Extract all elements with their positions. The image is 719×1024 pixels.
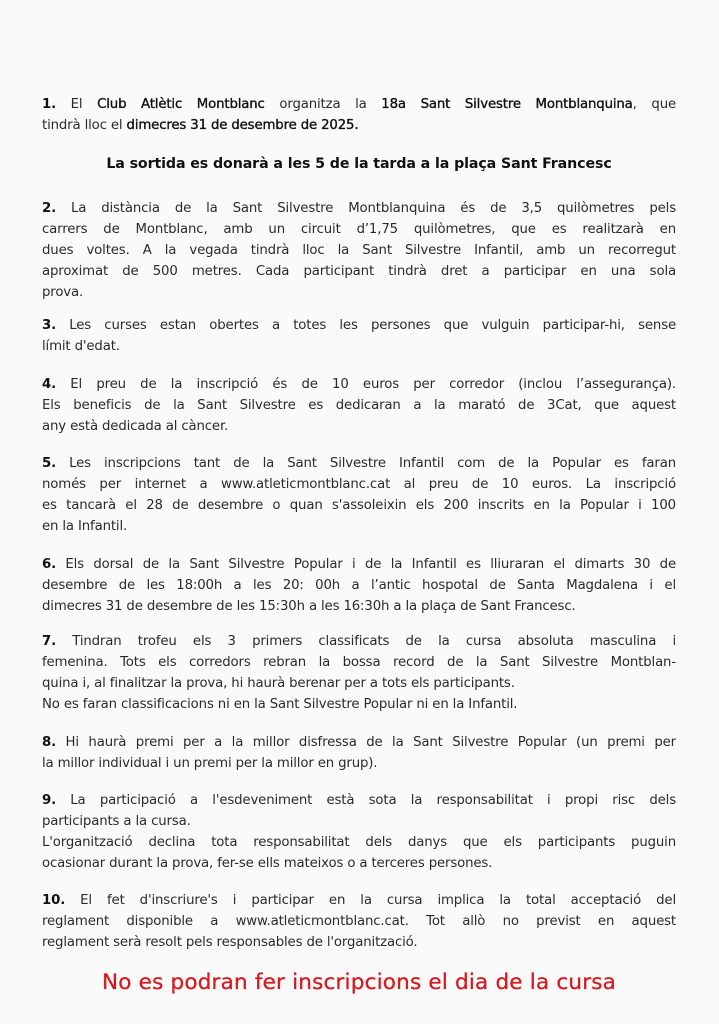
rule-line bbox=[42, 374, 676, 395]
rule-text: , que bbox=[632, 97, 676, 112]
rule-number: 10. bbox=[42, 893, 66, 908]
rule-line bbox=[42, 495, 676, 516]
rule-line bbox=[42, 395, 676, 416]
rule-line bbox=[42, 198, 676, 219]
rule-text: L'organització declina tota responsabilitat dels danys que els participants puguin bbox=[42, 835, 676, 850]
rule-text: només per internet a www.atleticmontblanc.cat al preu de 10 euros. La inscripció bbox=[42, 477, 676, 492]
rule-1 bbox=[42, 94, 676, 136]
rule-text: dues voltes. A la vegada tindrà lloc la Sant Silvestre Infantil, amb un recorregut bbox=[42, 243, 676, 258]
rule-text: La distància de la Sant Silvestre Montblanquina és de 3,5 quilòmetres pels bbox=[56, 201, 676, 216]
rule-3 bbox=[42, 315, 676, 357]
rule-text: tindrà lloc el bbox=[42, 118, 127, 133]
rule-text: la millor individual i un premi per la millor en grup). bbox=[42, 756, 378, 771]
rule-line bbox=[42, 753, 676, 774]
rule-text: Els beneficis de la Sant Silvestre es dedicaran a la marató de 3Cat, que aquest bbox=[42, 398, 676, 413]
rule-text: Hi haurà premi per a la millor disfressa de la Sant Silvestre Popular (un premi per bbox=[56, 735, 676, 750]
rule-line bbox=[42, 282, 676, 303]
rule-text: any està dedicada al càncer. bbox=[42, 419, 229, 434]
rule-text: Els dorsal de la Sant Silvestre Popular i de la Infantil es lliuraran el dimarts 30 de bbox=[56, 557, 676, 572]
event-name: 18a Sant Silvestre Montblanquina bbox=[381, 97, 633, 112]
rule-line bbox=[42, 219, 676, 240]
rule-text: dimecres 31 de desembre de les 15:30h a les 16:30h a la plaça de Sant Francesc. bbox=[42, 599, 576, 614]
rule-line bbox=[42, 631, 676, 652]
rule-text: Les inscripcions tant de la Sant Silvestre Infantil com de la Popular es faran bbox=[56, 456, 676, 471]
rule-9 bbox=[42, 790, 676, 874]
rule-number: 9. bbox=[42, 793, 57, 808]
closing-notice: No es podran fer inscripcions el dia de la cursa bbox=[101, 970, 617, 995]
rule-line bbox=[42, 790, 676, 811]
rule-5 bbox=[42, 453, 676, 537]
rule-line bbox=[42, 932, 676, 953]
rule-line bbox=[42, 261, 676, 282]
rule-number: 5. bbox=[42, 456, 57, 471]
rule-line bbox=[42, 596, 676, 617]
rule-6 bbox=[42, 554, 676, 617]
event-date: dimecres 31 de desembre de 2025. bbox=[126, 118, 359, 133]
rule-line bbox=[42, 516, 676, 537]
rule-text: participants a la cursa. bbox=[42, 814, 191, 829]
rule-line bbox=[42, 853, 676, 874]
rule-text: Les curses estan obertes a totes les persones que vulguin participar-hi, sense bbox=[56, 318, 676, 333]
rule-text: aproximat de 500 metres. Cada participant tindrà dret a participar en una sola bbox=[42, 264, 676, 279]
rule-number: 4. bbox=[42, 377, 57, 392]
rule-number: 8. bbox=[42, 735, 57, 750]
rule-line bbox=[42, 811, 676, 832]
rule-text: El preu de la inscripció és de 10 euros per corredor (inclou l’assegurança). bbox=[56, 377, 676, 392]
rule-text: reglament serà resolt pels responsables de l'organització. bbox=[42, 935, 418, 950]
rule-line bbox=[42, 554, 676, 575]
start-notice: La sortida es donarà a les 5 de la tarda a la plaça Sant Francesc bbox=[106, 156, 612, 172]
rule-number: 7. bbox=[42, 634, 57, 649]
rule-text: femenina. Tots els corredors rebran la bossa record de la Sant Silvestre Montblan- bbox=[42, 655, 676, 670]
rule-text: prova. bbox=[42, 285, 84, 300]
rule-1-line-2 bbox=[42, 115, 676, 136]
rule-2 bbox=[42, 198, 676, 303]
rule-text: No es faran classificacions ni en la Sant Silvestre Popular ni en la Infantil. bbox=[42, 697, 518, 712]
club-name: Club Atlètic Montblanc bbox=[97, 97, 265, 112]
rule-line bbox=[42, 673, 676, 694]
rule-text: quina i, al finalitzar la prova, hi haurà berenar per a tots els participants. bbox=[42, 676, 515, 691]
rule-line bbox=[42, 336, 676, 357]
rule-number: 1. bbox=[42, 97, 57, 112]
rule-text: Tindran trofeu els 3 primers classificats de la cursa absoluta masculina i bbox=[56, 634, 676, 649]
rule-line bbox=[42, 890, 676, 911]
rule-8 bbox=[42, 732, 676, 774]
rule-line bbox=[42, 416, 676, 437]
rule-line bbox=[42, 911, 676, 932]
rule-line bbox=[42, 732, 676, 753]
rule-text: límit d'edat. bbox=[42, 339, 120, 354]
rule-text: en la Infantil. bbox=[42, 519, 128, 534]
rule-text: carrers de Montblanc, amb un circuit d’1,75 quilòmetres, que es realitzarà en bbox=[42, 222, 676, 237]
rule-number: 3. bbox=[42, 318, 57, 333]
rule-text: El fet d'inscriure's i participar en la cursa implica la total acceptació del bbox=[65, 893, 676, 908]
rule-line bbox=[42, 832, 676, 853]
rule-line bbox=[42, 240, 676, 261]
rule-text: ocasionar durant la prova, fer-se ells mateixos o a terceres persones. bbox=[42, 856, 493, 871]
rule-10 bbox=[42, 890, 676, 953]
rule-text: La participació a l'esdeveniment està sota la responsabilitat i propi risc dels bbox=[56, 793, 676, 808]
rule-text: reglament disponible a www.atleticmontblanc.cat. Tot allò no previst en aquest bbox=[42, 914, 676, 929]
rule-text: desembre de les 18:00h a les 20: 00h a l’antic hospotal de Santa Magdalena i el bbox=[42, 578, 676, 593]
rule-1-line-1 bbox=[42, 94, 676, 115]
rule-line bbox=[42, 694, 676, 715]
rule-number: 2. bbox=[42, 201, 57, 216]
rule-text: organitza la bbox=[264, 97, 382, 112]
rule-line bbox=[42, 652, 676, 673]
rule-line bbox=[42, 453, 676, 474]
rule-text: es tancarà el 28 de desembre o quan s'assoleixin els 200 inscrits en la Popular i 100 bbox=[42, 498, 676, 513]
rule-4 bbox=[42, 374, 676, 437]
rule-text: El bbox=[56, 97, 98, 112]
rule-line bbox=[42, 575, 676, 596]
rule-line bbox=[42, 315, 676, 336]
rule-7 bbox=[42, 631, 676, 715]
rule-number: 6. bbox=[42, 557, 57, 572]
rule-line bbox=[42, 474, 676, 495]
